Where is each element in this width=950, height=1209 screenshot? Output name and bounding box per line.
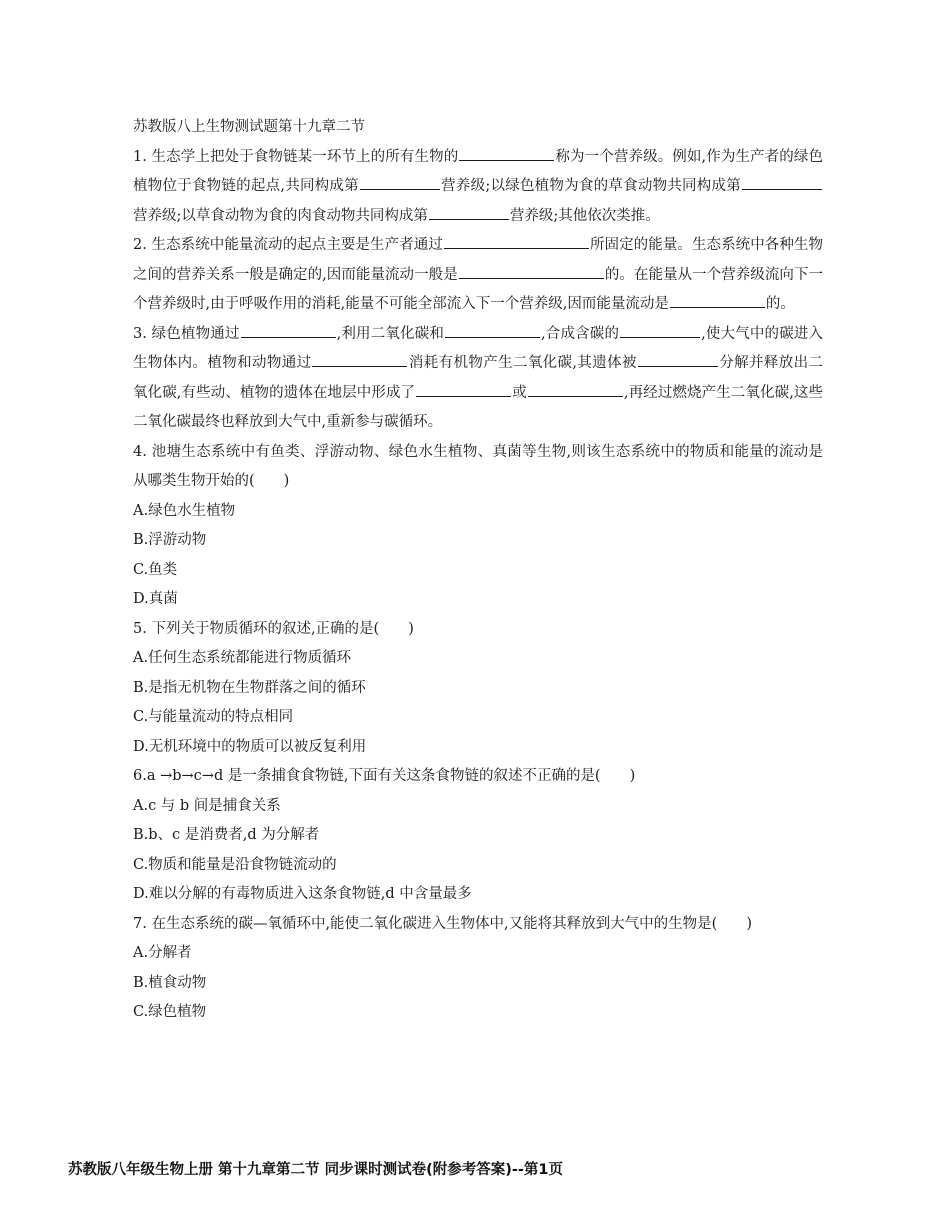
answer-blank[interactable] — [360, 173, 440, 190]
answer-blank[interactable] — [312, 350, 407, 367]
question-1-text: 营养级;其他依次类推。 — [509, 207, 660, 224]
question-1-text: 营养级;以绿色植物为食的草食动物共同构成第 — [440, 178, 742, 194]
question-1-text: 称为一个营养级。例如,作为生产者的绿色植物位于食物链的起点,共同构成第 — [133, 148, 823, 194]
option-b: B.浮游动物 — [133, 532, 207, 548]
question-3-text: 或 — [512, 384, 527, 401]
question-1-text: 1. 生态学上把处于食物链某一环节上的所有生物的 — [133, 148, 459, 165]
answer-blank[interactable] — [742, 173, 822, 190]
question-3-text: ,使大气中的碳进入生物体内。植物和动物通过 — [133, 325, 824, 371]
option-c: C.物质和能量是沿食物链流动的 — [133, 856, 337, 873]
answer-blank[interactable] — [444, 232, 589, 249]
answer-blank[interactable] — [241, 321, 336, 338]
question-2-text: 2. 生态系统中能量流动的起点主要是生产者通过 — [133, 237, 443, 253]
option-d: D.难以分解的有毒物质进入这条食物链,d 中含量最多 — [133, 886, 472, 902]
question-4-stem: 4. 池塘生态系统中有鱼类、浮游动物、绿色水生植物、真菌等生物,则该生态系统中的物质和能量的流动是从哪类生物开始的( ) — [133, 443, 823, 489]
option-c: C.鱼类 — [133, 561, 178, 578]
question-6-stem: 6.a →b→c→d 是一条捕食食物链,下面有关这条食物链的叙述不正确的是( ) — [133, 768, 636, 784]
option-a: A.任何生态系统都能进行物质循环 — [133, 650, 352, 666]
question-2 — [133, 231, 823, 320]
document-title: 苏教版八上生物测试题第十九章二节 — [133, 119, 365, 135]
answer-blank[interactable] — [445, 321, 540, 338]
option-a: A.绿色水生植物 — [133, 502, 236, 519]
question-3-text: 分解并释放出二氧化碳,有些动、植物的遗体在地层中形成了 — [133, 355, 824, 401]
document-content — [133, 113, 823, 1028]
answer-blank[interactable] — [416, 380, 511, 397]
answer-blank[interactable] — [459, 262, 604, 279]
answer-blank[interactable] — [638, 350, 718, 367]
question-3 — [133, 320, 823, 438]
question-2-text: 所固定的能量。生态系统中各种生物之间的营养关系一般是确定的,因而能量流动一般是 — [133, 237, 823, 283]
question-7-stem: 7. 在生态系统的碳—氧循环中,能使二氧化碳进入生物体中,又能将其释放到大气中的生物是( ) — [133, 915, 752, 932]
page-footer: 苏教版八年级生物上册 第十九章第二节 同步课时测试卷(附参考答案)--第1页 — [68, 1162, 563, 1178]
option-a: A.c 与 b 间是捕食关系 — [133, 797, 281, 814]
question-3-text: ,合成含碳的 — [541, 325, 620, 342]
question-2-text: 的。 — [765, 296, 795, 312]
option-d: D.真菌 — [133, 591, 178, 607]
question-5-stem: 5. 下列关于物质循环的叙述,正确的是( ) — [133, 620, 414, 637]
option-b: B.是指无机物在生物群落之间的循环 — [133, 679, 366, 696]
answer-blank[interactable] — [670, 291, 765, 308]
question-3-text: ,利用二氧化碳和 — [336, 325, 445, 342]
answer-blank[interactable] — [620, 321, 700, 338]
answer-blank[interactable] — [459, 144, 554, 161]
question-3-text: ,再经过燃烧产生二氧化碳,这些二氧化碳最终也释放到大气中,重新参与碳循环。 — [133, 384, 824, 430]
question-1-text: 营养级;以草食动物为食的肉食动物共同构成第 — [133, 207, 428, 224]
question-1 — [133, 143, 823, 232]
option-c: C.与能量流动的特点相同 — [133, 709, 294, 725]
option-d: D.无机环境中的物质可以被反复利用 — [133, 738, 367, 755]
answer-blank[interactable] — [429, 203, 509, 220]
option-c: C.绿色植物 — [133, 1004, 207, 1020]
question-2-text: 的。在能量从一个营养级流向下一个营养级时,由于呼吸作用的消耗,能量不可能全部流入下一个营养级,因而能量流动是 — [133, 266, 824, 312]
option-a: A.分解者 — [133, 945, 192, 961]
option-b: B.植食动物 — [133, 974, 207, 991]
question-3-text: 消耗有机物产生二氧化碳,其遗体被 — [408, 355, 637, 371]
question-3-text: 3. 绿色植物通过 — [133, 325, 240, 342]
option-b: B.b、c 是消费者,d 为分解者 — [133, 827, 320, 843]
answer-blank[interactable] — [528, 380, 623, 397]
